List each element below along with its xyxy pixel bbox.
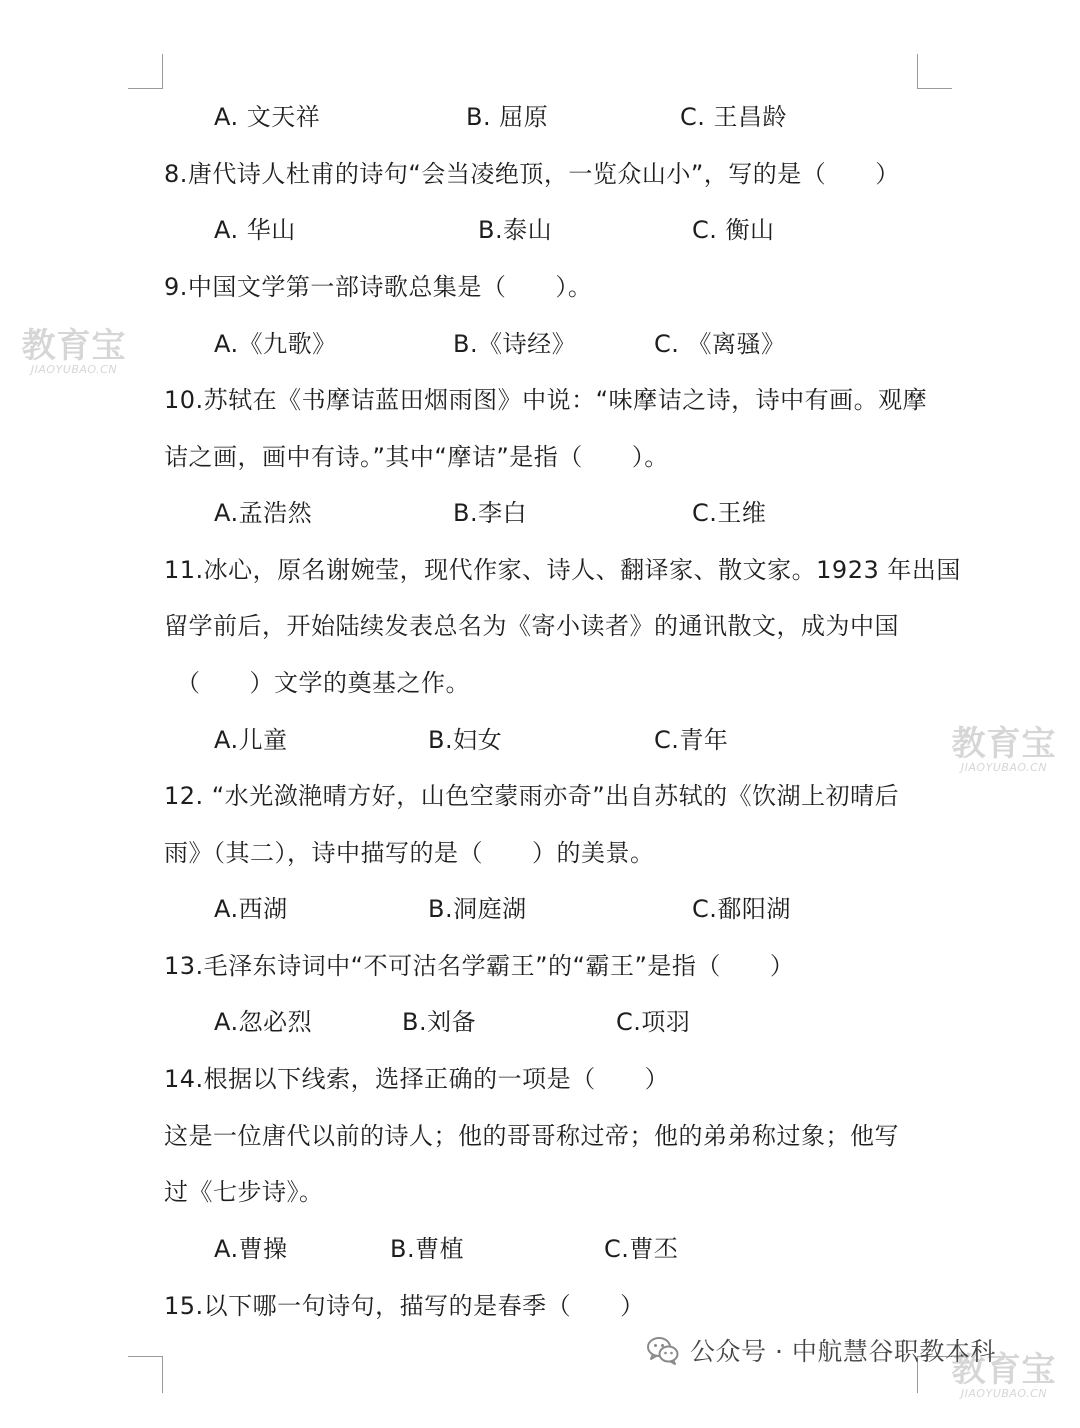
- watermark-right: [946, 726, 1062, 774]
- wechat-icon: [646, 1333, 680, 1367]
- crop-mark-top-left: [128, 54, 163, 89]
- q8-option-a: A. 华山: [214, 216, 296, 244]
- crop-mark-top-right: [917, 54, 952, 89]
- q10-option-c: C.王维: [692, 499, 767, 527]
- q7-option-c: C. 王昌龄: [680, 103, 788, 131]
- q15-stem: 15.以下哪一句诗句，描写的是春季（ ）: [164, 1292, 645, 1320]
- watermark-text: 教育宝: [951, 1350, 1057, 1390]
- q9-option-c: C. 《离骚》: [654, 330, 786, 358]
- q13-option-a: A.忽必烈: [214, 1008, 313, 1036]
- crop-mark-bottom-left: [128, 1356, 163, 1393]
- q13-stem: 13.毛泽东诗词中“不可沽名学霸王”的“霸王”是指（ ）: [164, 952, 795, 980]
- q10-option-a: A.孟浩然: [214, 499, 313, 527]
- q9-option-a: A.《九歌》: [214, 330, 337, 358]
- q12-option-a: A.西湖: [214, 895, 288, 923]
- q13-option-b: B.刘备: [402, 1008, 477, 1036]
- watermark-text: 教育宝: [951, 724, 1057, 764]
- watermark-url: JIAOYUBAO.CN: [960, 761, 1048, 774]
- q12-stem-line-1: 12. “水光潋滟晴方好，山色空蒙雨亦奇”出自苏轼的《饮湖上初晴后: [164, 782, 900, 810]
- q8-option-c: C. 衡山: [692, 216, 775, 244]
- watermark-left: [16, 328, 132, 376]
- watermark-url: JIAOYUBAO.CN: [30, 363, 118, 376]
- footer-account[interactable]: [646, 1330, 996, 1370]
- q14-stem-line-1: 14.根据以下线索，选择正确的一项是（ ）: [164, 1065, 670, 1093]
- q11-option-a: A.儿童: [214, 726, 288, 754]
- watermark-text: 教育宝: [21, 326, 127, 366]
- q11-stem-line-2: 留学前后，开始陆续发表总名为《寄小读者》的通讯散文，成为中国: [164, 612, 899, 640]
- q7-option-a: A. 文天祥: [214, 103, 321, 131]
- q10-option-b: B.李白: [453, 499, 528, 527]
- q8-stem: 8.唐代诗人杜甫的诗句“会当凌绝顶，一览众山小”，写的是（ ）: [164, 160, 900, 188]
- q13-option-c: C.项羽: [616, 1008, 691, 1036]
- q11-stem-line-1: 11.冰心，原名谢婉莹，现代作家、诗人、翻译家、散文家。1923 年出国: [164, 556, 961, 584]
- q11-option-c: C.青年: [654, 726, 729, 754]
- q12-option-c: C.鄱阳湖: [692, 895, 791, 923]
- q12-stem-line-2: 雨》（其二），诗中描写的是（ ）的美景。: [164, 839, 655, 867]
- q9-option-b: B.《诗经》: [453, 330, 577, 358]
- q11-stem-line-3: （ ）文学的奠基之作。: [176, 669, 470, 697]
- q11-option-b: B.妇女: [428, 726, 503, 754]
- q14-option-a: A.曹操: [214, 1235, 288, 1263]
- q10-stem-line-1: 10.苏轼在《书摩诘蓝田烟雨图》中说：“味摩诘之诗，诗中有画。观摩: [164, 386, 928, 414]
- q14-stem-line-3: 过《七步诗》。: [164, 1178, 324, 1206]
- q14-stem-line-2: 这是一位唐代以前的诗人；他的哥哥称过帝；他的弟弟称过象；他写: [164, 1122, 899, 1150]
- q7-option-b: B. 屈原: [466, 103, 549, 131]
- q10-stem-line-2: 诘之画，画中有诗。”其中“摩诘”是指（ ）。: [164, 443, 669, 471]
- q9-stem: 9.中国文学第一部诗歌总集是（ ）。: [164, 273, 593, 301]
- q12-option-b: B.洞庭湖: [428, 895, 527, 923]
- q14-option-b: B.曹植: [390, 1235, 465, 1263]
- q14-option-c: C.曹丕: [604, 1235, 679, 1263]
- q8-option-b: B.泰山: [478, 216, 553, 244]
- watermark-url: JIAOYUBAO.CN: [960, 1387, 1048, 1400]
- footer-text: 公众号 · 中航慧谷职教本科: [690, 1337, 996, 1366]
